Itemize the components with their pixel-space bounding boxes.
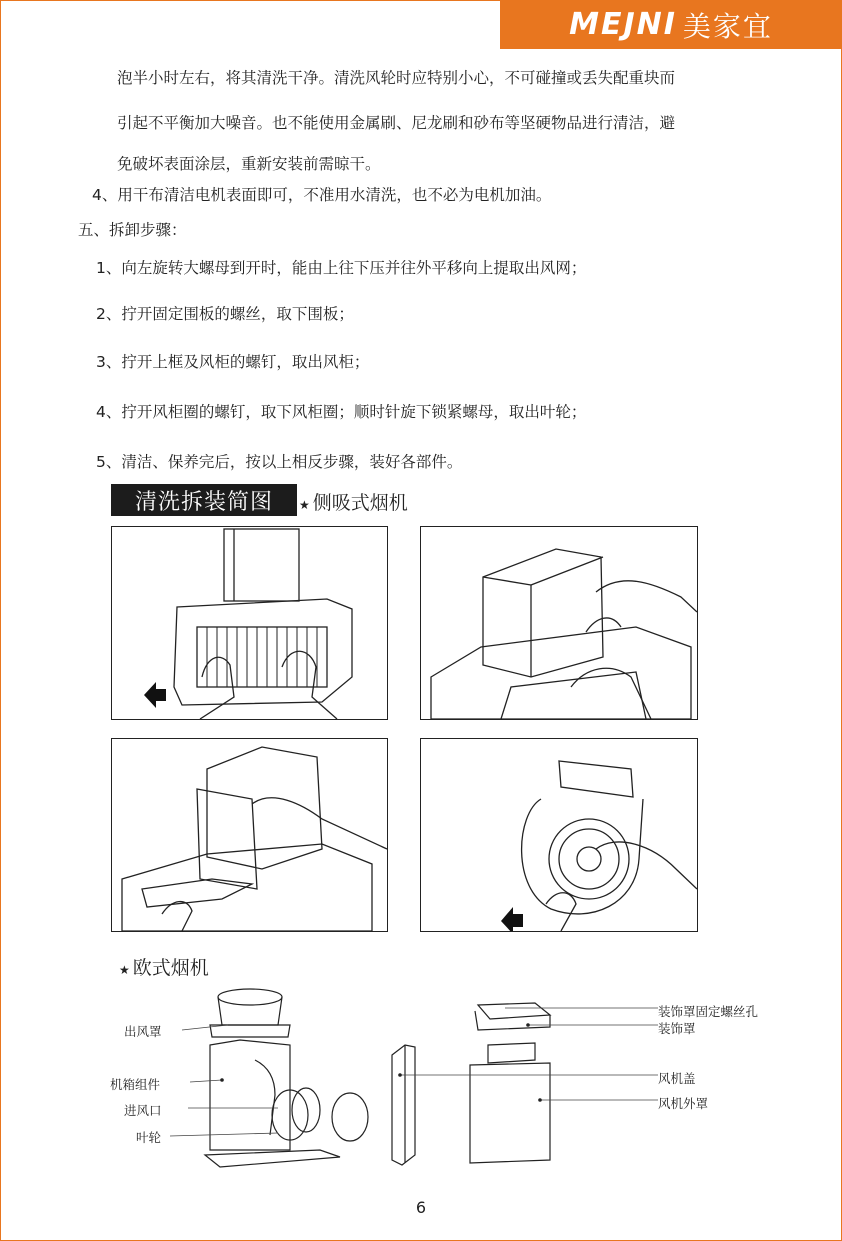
paragraph-line-2: 引起不平衡加大噪音。也不能使用金属刷、尼龙刷和砂布等坚硬物品进行清洁，避 xyxy=(117,114,676,132)
section-heading: 五、拆卸步骤： xyxy=(78,221,187,239)
side-type-label: 侧吸式烟机 xyxy=(312,492,408,514)
step-1: 1、向左旋转大螺母到开时，能由上往下压并往外平移向上提取出风网； xyxy=(96,259,587,277)
page-number: 6 xyxy=(415,1198,427,1217)
label-fan-cover: 风机盖 xyxy=(658,1071,696,1086)
figures-banner: 清洗拆装简图 xyxy=(111,484,297,516)
fan-impeller-illustration xyxy=(421,739,697,931)
step-4: 4、拧开风柜圈的螺钉，取下风柜圈；顺时针旋下锁紧螺母，取出叶轮； xyxy=(96,403,587,421)
paragraph-item-4: 4、用干布清洁电机表面即可，不准用水清洗，也不必为电机加油。 xyxy=(92,186,552,204)
label-air-inlet: 进风口 xyxy=(124,1103,162,1118)
figure-cabinet-lift xyxy=(420,526,698,720)
star-icon: ★ xyxy=(119,963,130,977)
cabinet-lift-illustration xyxy=(421,527,697,719)
label-decor-cover: 装饰罩 xyxy=(658,1021,696,1036)
step-3: 3、拧开上框及风柜的螺钉，取出风柜； xyxy=(96,353,370,371)
brand-logo-cn: 美家宜 xyxy=(682,9,773,43)
panel-removal-illustration xyxy=(112,739,387,931)
label-cabinet-assembly: 机箱组件 xyxy=(110,1077,161,1092)
brand-header xyxy=(500,0,842,49)
paragraph-line-3: 免破坏表面涂层，重新安装前需晾干。 xyxy=(117,155,381,173)
label-impeller: 叶轮 xyxy=(136,1130,162,1145)
label-outlet-cover: 出风罩 xyxy=(124,1024,162,1039)
step-5: 5、清洁、保养完后，按以上相反步骤，装好各部件。 xyxy=(96,453,463,471)
figure-fan-impeller-removal xyxy=(420,738,698,932)
label-fan-housing: 风机外罩 xyxy=(658,1096,709,1111)
euro-hood-exploded-diagram xyxy=(110,985,670,1185)
step-2: 2、拧开固定围板的螺丝，取下围板； xyxy=(96,305,354,323)
euro-type-label: 欧式烟机 xyxy=(132,957,209,979)
paragraph-line-1: 泡半小时左右，将其清洗干净。清洗风轮时应特别小心，不可碰撞或丢失配重块而 xyxy=(117,69,676,87)
brand-logo-en: MEJNI xyxy=(569,7,677,42)
hood-filter-illustration xyxy=(112,527,387,719)
figure-panel-removal xyxy=(111,738,388,932)
side-type-heading xyxy=(299,488,408,515)
label-decor-screw-hole: 装饰罩固定螺丝孔 xyxy=(658,1004,759,1019)
euro-type-heading xyxy=(119,953,209,980)
star-icon: ★ xyxy=(299,498,310,512)
figure-hood-filter-removal xyxy=(111,526,388,720)
